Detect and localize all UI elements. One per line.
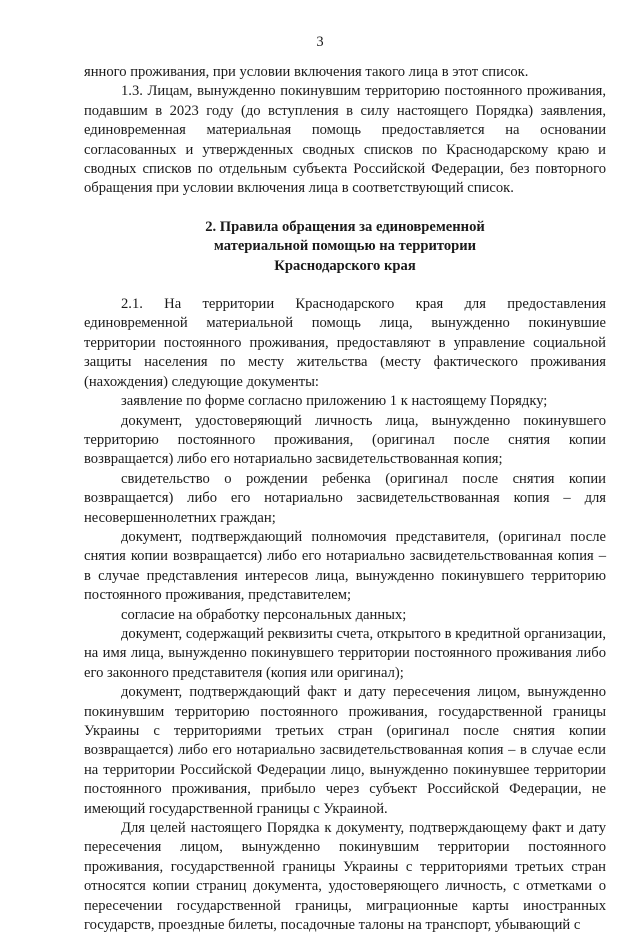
paragraph-1-3: 1.3. Лицам, вынужденно покинувшим территорию постоянного проживания, подавшим в 2023 году (до вступления в силу настоящего Порядка) заявления, единовременная материальная помощь предоставляется на основании согласованных и утвержденных сводных списков по Краснодарскому краю и сводных списков по отдельным субъекта Российской Федерации, без повторного обращения при условии включения лица в соответствующий список. [84,83,606,197]
paragraph-continuation: янного проживания, при условии включения такого лица в этот список. [84,64,529,80]
section-heading [84,218,606,276]
section-heading-line: материальной помощью на территории [213,238,477,255]
document-body [84,63,606,935]
list-item-border-crossing-document: документ, подтверждающий факт и дату пересечения лицом, вынужденно покинувшим территорию постоянного проживания, государственной границы Украины с территориями третьих стран (оригинал после снятия копии возвращается) либо его нотариально засвидетельствованная копия – в случае если на территории Российской Федерации лицо, вынужденно покинувшее территории постоянного проживания, прибыло через субъект Российской Федерации, не имеющий государственной границы с Украиной. [84,684,606,817]
section-heading-line: 2. Правила обращения за единовременной [205,218,485,235]
list-item-identity-document: документ, удостоверяющий личность лица, вынужденно покинувшего территорию постоянного проживания, (оригинал после снятия копии возвращается) либо его нотариально засвидетельствованная копия; [84,412,606,468]
paragraph-border-crossing-definition: Для целей настоящего Порядка к документу, подтверждающему факт и дату пересечения лицом, вынужденно покинувшим территории постоянного проживания, государственной границы Украины с территориями третьих стран относятся копии страниц документа, удостоверяющего личность, с отметками о пересечении государственной границы, миграционные карты иностранных государств, проездные билеты, посадочные талоны на транспорт, убывающий с [84,820,606,934]
page-number: 3 [316,34,324,50]
list-item-birth-certificate: свидетельство о рождении ребенка (оригинал после снятия копии возвращается) либо его нотариально засвидетельствованная копия – для несовершеннолетних граждан; [84,470,606,526]
paragraph-2-1: 2.1. На территории Краснодарского края для предоставления единовременной материальной помощь лица, вынужденно покинувшие территории постоянного проживания, предоставляют в управление социальной защиты населения по месту жительства (месту фактического проживания (нахождения) следующие документы: [84,296,606,390]
list-item-representative-authority: документ, подтверждающий полномочия представителя, (оригинал после снятия копии возвращается) либо его нотариально засвидетельствованная копия – в случае представления интересов лица, вынужденно покинувшего территорию постоянного проживания, представителем; [84,528,606,604]
list-item-bank-account-details: документ, содержащий реквизиты счета, открытого в кредитной организации, на имя лица, вынужденно покинувшего территории постоянного проживания либо его законного представителя (копия или оригинал); [84,625,606,681]
list-item-personal-data-consent: согласие на обработку персональных данных; [121,606,407,623]
section-heading-line: Краснодарского края [274,257,416,274]
list-item-application: заявление по форме согласно приложению 1 к настоящему Порядку; [121,393,548,410]
